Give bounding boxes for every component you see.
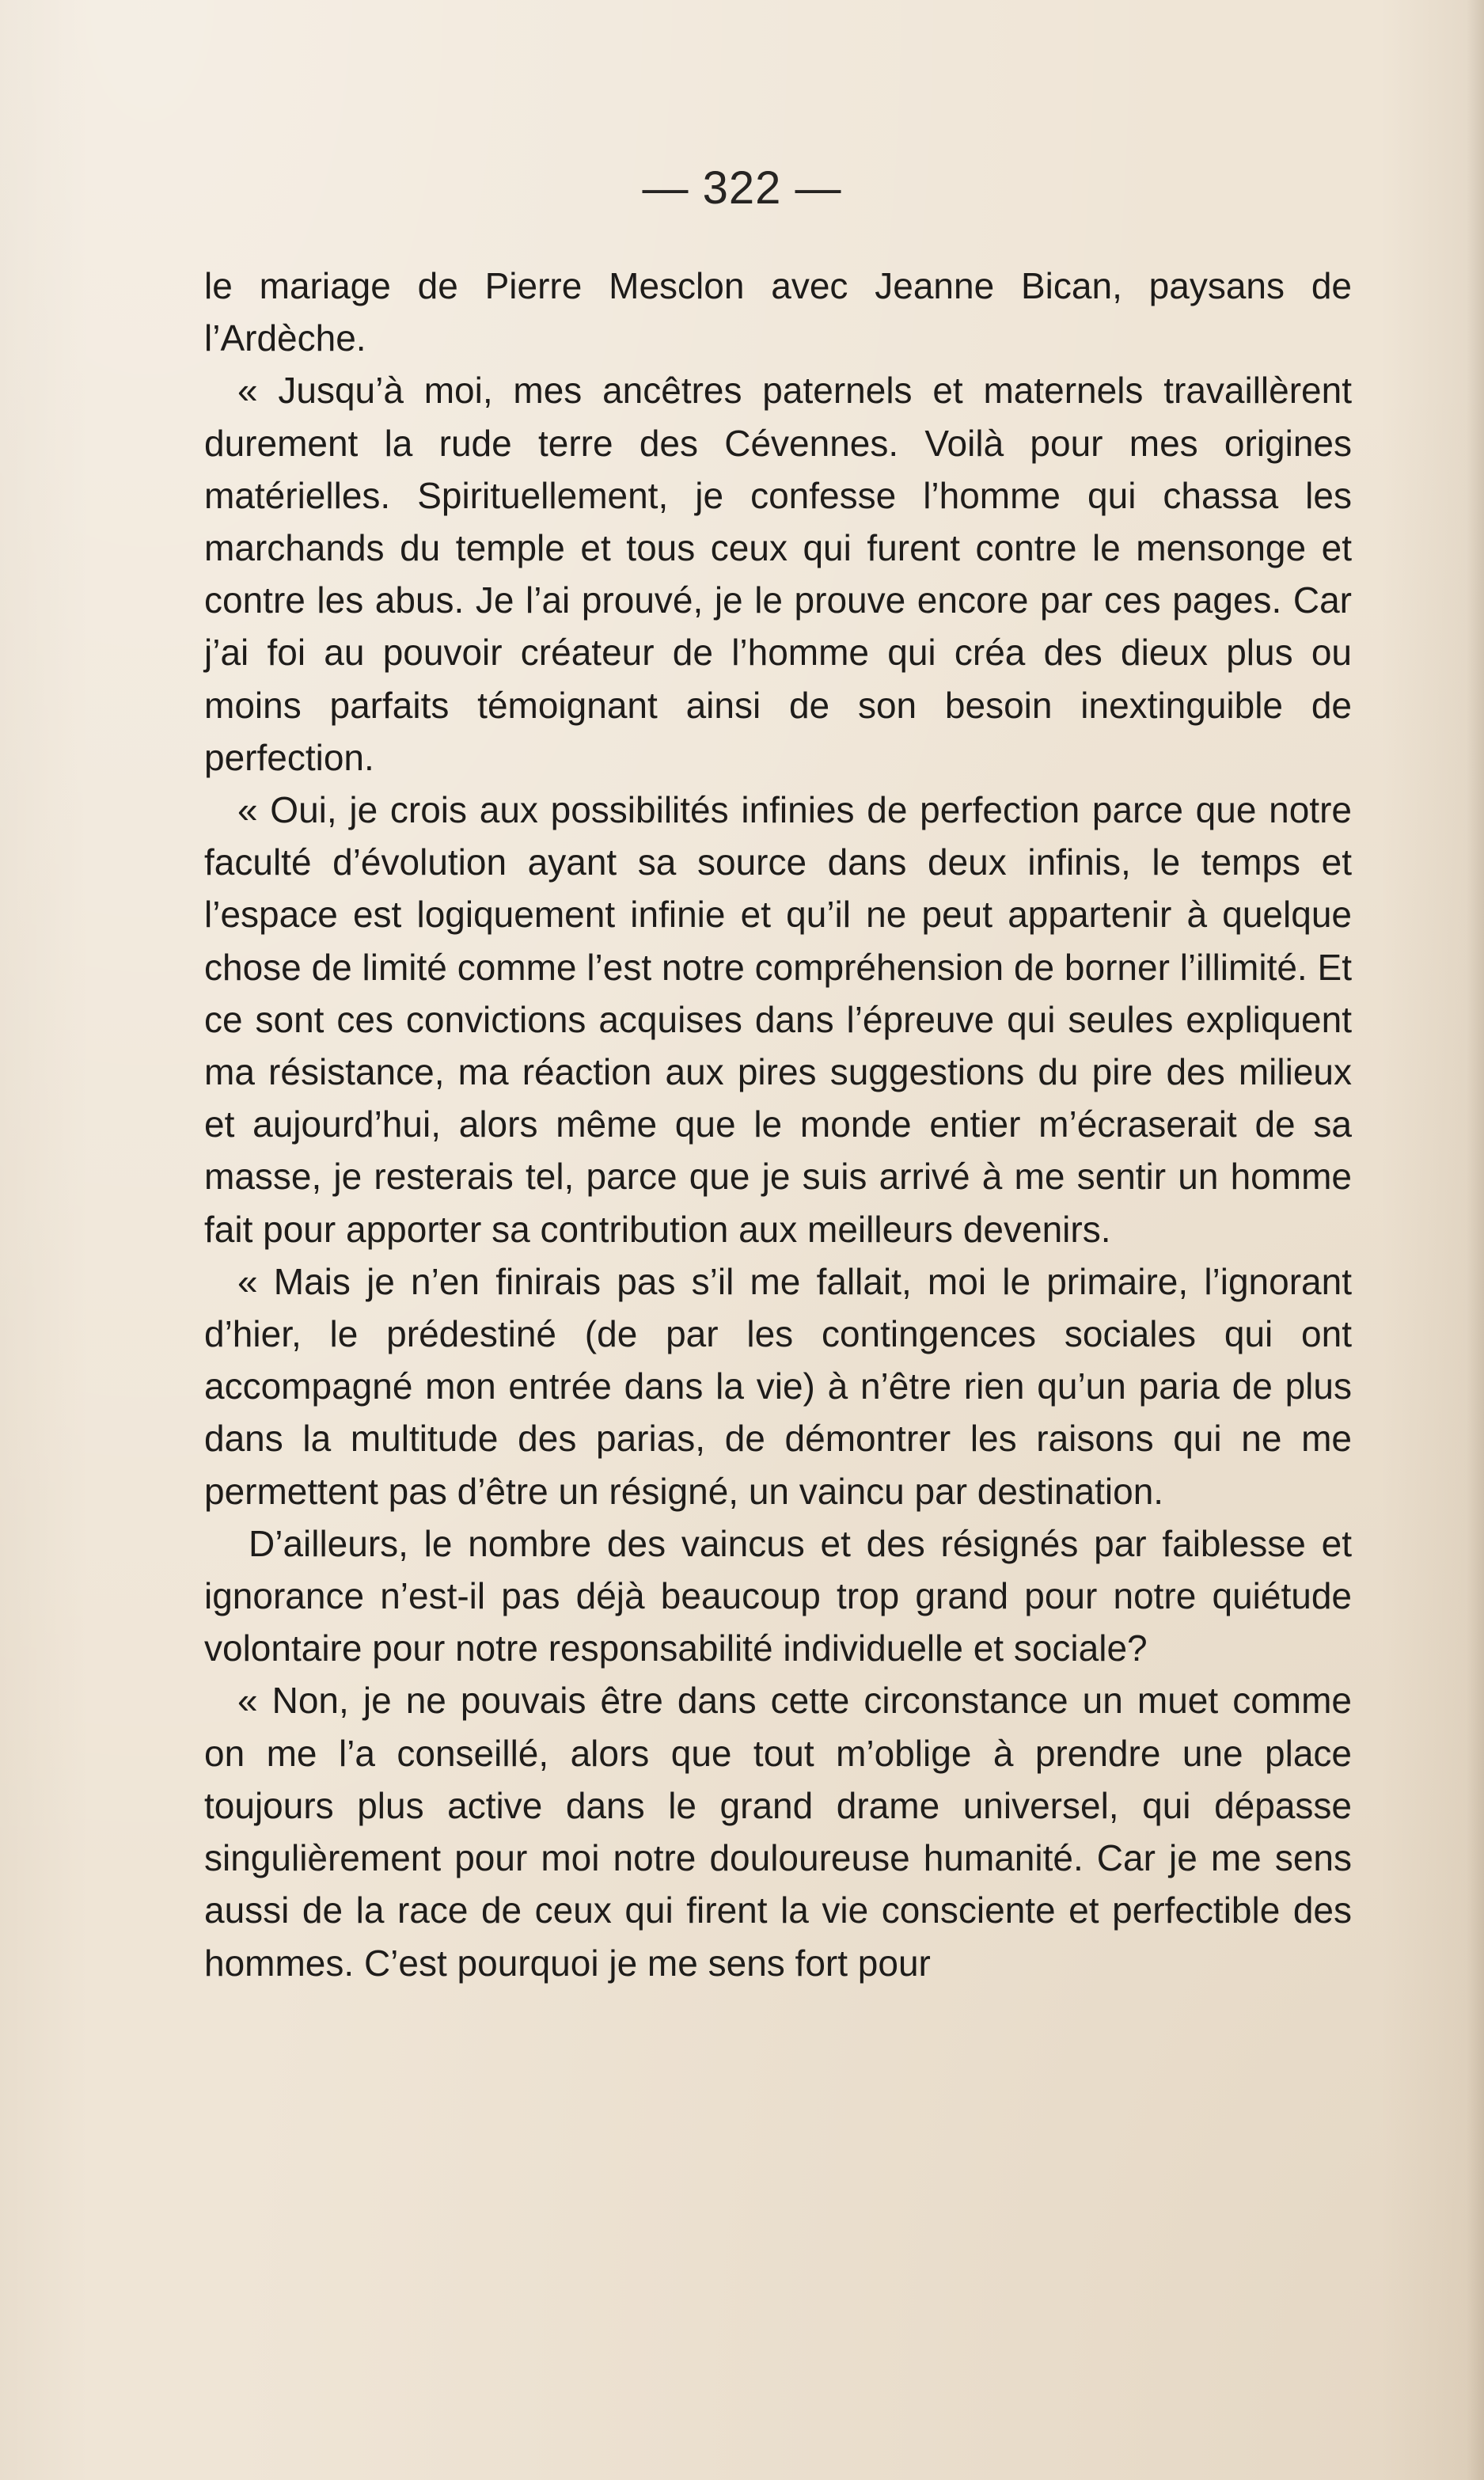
paragraph-2: « Jusqu’à moi, mes ancêtres paternels et maternels travaillèrent durement la rude terre des Cévennes. Voilà pour mes origines matérielles. Spirituellement, je confesse l’homme qui chassa les marchands du temple et tous ceux qui furent contre le mensonge et contre les abus. Je l’ai prouvé, je le prouve encore par ces pages. Car j’ai foi au pouvoir créateur de l’homme qui créa des dieux plus ou moins parfaits témoignant ainsi de son besoin inextinguible de perfection. xyxy=(204,370,1352,778)
page-number: — 322 — xyxy=(642,162,842,214)
paragraph-1: le mariage de Pierre Mesclon avec Jeanne Bican, paysans de l’Ardèche. xyxy=(204,265,1352,359)
paragraph-4: « Mais je n’en finirais pas s’il me fallait, moi le primaire, l’ignorant d’hier, le prédestiné (de par les contingences sociales qui ont accompagné mon entrée dans la vie) à n’être rien qu’un paria de plus dans la multitude des parias, de démontrer les raisons qui ne me permettent pas d’être un résigné, un vaincu par destination. xyxy=(204,1260,1352,1512)
paragraph-6: « Non, je ne pouvais être dans cette circonstance un muet comme on me l’a conseillé, alors que tout m’oblige à prendre une place toujours plus active dans le grand drame universel, qui dépasse singulièrement pour moi notre douloureuse humanité. Car je me sens aussi de la race de ceux qui firent la vie consciente et perfectible des hommes. C’est pourquoi je me sens fort pour xyxy=(204,1680,1352,1984)
paragraph-5: D’ailleurs, le nombre des vaincus et des résignés par faiblesse et ignorance n’est-il pas déjà beaucoup trop grand pour notre quiétude volontaire pour notre responsabilité individuelle et sociale? xyxy=(204,1522,1352,1669)
body-text xyxy=(204,260,1352,1989)
paragraph-3: « Oui, je crois aux possibilités infinies de perfection parce que notre faculté d’évolution ayant sa source dans deux infinis, le temps et l’espace est logiquement infinie et qu’il ne peut appartenir à quelque chose de limité comme l’est notre compréhension de borner l’illimité. Et ce sont ces convictions acquises dans l’épreuve qui seules expliquent ma résistance, ma réaction aux pires suggestions du pire des milieux et aujourd’hui, alors même que le monde entier m’écraserait de sa masse, je resterais tel, parce que je suis arrivé à me sentir un homme fait pour apporter sa contribution aux meilleurs devenirs. xyxy=(204,789,1352,1250)
page-edge-shadow xyxy=(1467,0,1484,2480)
